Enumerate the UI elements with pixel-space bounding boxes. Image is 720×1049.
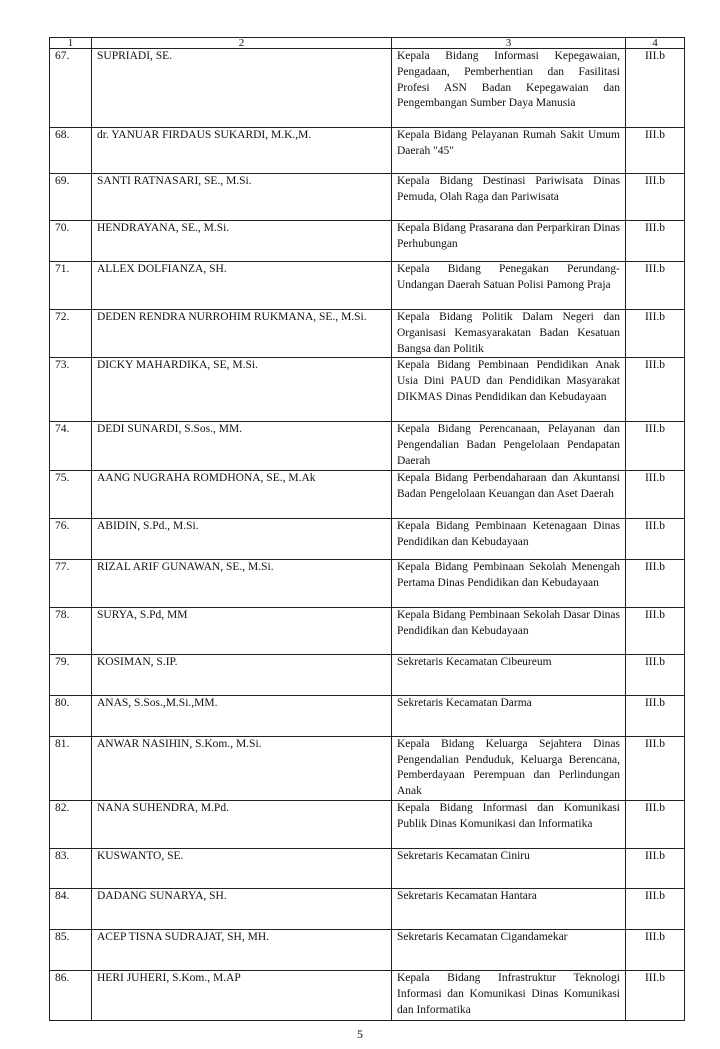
page-number: 5 bbox=[357, 1027, 363, 1041]
row-number: 70. bbox=[50, 221, 92, 262]
table-body bbox=[50, 49, 685, 1021]
employee-name: RIZAL ARIF GUNAWAN, SE., M.Si. bbox=[92, 559, 392, 607]
table-row bbox=[50, 518, 685, 559]
employee-name: SANTI RATNASARI, SE., M.Si. bbox=[92, 174, 392, 221]
position-title: Kepala Bidang Keluarga Sejahtera Dinas Pengendalian Penduduk, Keluarga Berencana, Pemberdayaan Perempuan dan Perlindungan Anak bbox=[392, 736, 626, 800]
grade: III.b bbox=[626, 358, 685, 422]
header-row bbox=[50, 38, 685, 49]
table-row bbox=[50, 607, 685, 654]
employee-name: KOSIMAN, S.IP. bbox=[92, 654, 392, 695]
grade: III.b bbox=[626, 221, 685, 262]
position-title: Kepala Bidang Pembinaan Sekolah Menengah Pertama Dinas Pendidikan dan Kebudayaan bbox=[392, 559, 626, 607]
employee-name: SUPRIADI, SE. bbox=[92, 49, 392, 128]
position-title: Kepala Bidang Pembinaan Sekolah Dasar Dinas Pendidikan dan Kebudayaan bbox=[392, 607, 626, 654]
row-number: 85. bbox=[50, 929, 92, 970]
column-header-1: 1 bbox=[50, 38, 92, 49]
employee-name: NANA SUHENDRA, M.Pd. bbox=[92, 800, 392, 848]
employee-name: SURYA, S.Pd, MM bbox=[92, 607, 392, 654]
employee-name: ANAS, S.Sos.,M.Si.,MM. bbox=[92, 695, 392, 736]
employee-name: ACEP TISNA SUDRAJAT, SH, MH. bbox=[92, 929, 392, 970]
row-number: 78. bbox=[50, 607, 92, 654]
position-title: Kepala Bidang Pembinaan Ketenagaan Dinas Pendidikan dan Kebudayaan bbox=[392, 518, 626, 559]
grade: III.b bbox=[626, 654, 685, 695]
grade: III.b bbox=[626, 49, 685, 128]
position-title: Sekretaris Kecamatan Cigandamekar bbox=[392, 929, 626, 970]
row-number: 79. bbox=[50, 654, 92, 695]
row-number: 82. bbox=[50, 800, 92, 848]
table-row bbox=[50, 358, 685, 422]
grade: III.b bbox=[626, 888, 685, 929]
column-header-3: 3 bbox=[392, 38, 626, 49]
employee-name: DEDEN RENDRA NURROHIM RUKMANA, SE., M.Si. bbox=[92, 310, 392, 358]
table-row bbox=[50, 310, 685, 358]
table-row bbox=[50, 929, 685, 970]
table-row bbox=[50, 422, 685, 470]
employee-name: DADANG SUNARYA, SH. bbox=[92, 888, 392, 929]
table-row bbox=[50, 695, 685, 736]
column-header-2: 2 bbox=[92, 38, 392, 49]
row-number: 84. bbox=[50, 888, 92, 929]
row-number: 67. bbox=[50, 49, 92, 128]
grade: III.b bbox=[626, 800, 685, 848]
grade: III.b bbox=[626, 174, 685, 221]
employee-name: ABIDIN, S.Pd., M.Si. bbox=[92, 518, 392, 559]
table-row bbox=[50, 128, 685, 174]
employee-name: dr. YANUAR FIRDAUS SUKARDI, M.K.,M. bbox=[92, 128, 392, 174]
grade: III.b bbox=[626, 607, 685, 654]
employee-name: KUSWANTO, SE. bbox=[92, 848, 392, 888]
table-row bbox=[50, 174, 685, 221]
position-title: Kepala Bidang Pelayanan Rumah Sakit Umum Daerah "45" bbox=[392, 128, 626, 174]
table-row bbox=[50, 262, 685, 310]
row-number: 71. bbox=[50, 262, 92, 310]
grade: III.b bbox=[626, 695, 685, 736]
table-row bbox=[50, 848, 685, 888]
table-row bbox=[50, 470, 685, 518]
position-title: Kepala Bidang Prasarana dan Perparkiran Dinas Perhubungan bbox=[392, 221, 626, 262]
grade: III.b bbox=[626, 470, 685, 518]
row-number: 75. bbox=[50, 470, 92, 518]
position-title: Sekretaris Kecamatan Ciniru bbox=[392, 848, 626, 888]
row-number: 73. bbox=[50, 358, 92, 422]
grade: III.b bbox=[626, 929, 685, 970]
employee-name: HENDRAYANA, SE., M.Si. bbox=[92, 221, 392, 262]
row-number: 69. bbox=[50, 174, 92, 221]
table-row bbox=[50, 888, 685, 929]
row-number: 81. bbox=[50, 736, 92, 800]
position-title: Kepala Bidang Informasi dan Komunikasi Publik Dinas Komunikasi dan Informatika bbox=[392, 800, 626, 848]
position-title: Kepala Bidang Pembinaan Pendidikan Anak Usia Dini PAUD dan Pendidikan Masyarakat DIKMAS Dinas Pendidikan dan Kebudayaan bbox=[392, 358, 626, 422]
employee-name: ANWAR NASIHIN, S.Kom., M.Si. bbox=[92, 736, 392, 800]
position-title: Kepala Bidang Infrastruktur Teknologi Informasi dan Komunikasi Dinas Komunikasi dan Informatika bbox=[392, 970, 626, 1020]
grade: III.b bbox=[626, 848, 685, 888]
row-number: 80. bbox=[50, 695, 92, 736]
row-number: 83. bbox=[50, 848, 92, 888]
personnel-table bbox=[49, 37, 685, 1021]
employee-name: AANG NUGRAHA ROMDHONA, SE., M.Ak bbox=[92, 470, 392, 518]
employee-name: DICKY MAHARDIKA, SE, M.Si. bbox=[92, 358, 392, 422]
grade: III.b bbox=[626, 736, 685, 800]
row-number: 86. bbox=[50, 970, 92, 1020]
grade: III.b bbox=[626, 422, 685, 470]
grade: III.b bbox=[626, 310, 685, 358]
employee-name: ALLEX DOLFIANZA, SH. bbox=[92, 262, 392, 310]
table-row bbox=[50, 800, 685, 848]
table-row bbox=[50, 49, 685, 128]
column-header-4: 4 bbox=[626, 38, 685, 49]
position-title: Kepala Bidang Politik Dalam Negeri dan Organisasi Kemasyarakatan Badan Kesatuan Bangsa dan Politik bbox=[392, 310, 626, 358]
position-title: Kepala Bidang Destinasi Pariwisata Dinas Pemuda, Olah Raga dan Pariwisata bbox=[392, 174, 626, 221]
employee-name: HERI JUHERI, S.Kom., M.AP bbox=[92, 970, 392, 1020]
row-number: 76. bbox=[50, 518, 92, 559]
row-number: 77. bbox=[50, 559, 92, 607]
position-title: Kepala Bidang Informasi Kepegawaian, Pengadaan, Pemberhentian dan Fasilitasi Profesi ASN Badan Kepegawaian dan Pengembangan Sumber Daya Manusia bbox=[392, 49, 626, 128]
position-title: Sekretaris Kecamatan Darma bbox=[392, 695, 626, 736]
table-row bbox=[50, 736, 685, 800]
row-number: 72. bbox=[50, 310, 92, 358]
position-title: Sekretaris Kecamatan Hantara bbox=[392, 888, 626, 929]
table-row bbox=[50, 559, 685, 607]
grade: III.b bbox=[626, 559, 685, 607]
grade: III.b bbox=[626, 970, 685, 1020]
position-title: Sekretaris Kecamatan Cibeureum bbox=[392, 654, 626, 695]
grade: III.b bbox=[626, 262, 685, 310]
table-row bbox=[50, 654, 685, 695]
position-title: Kepala Bidang Perbendaharaan dan Akuntansi Badan Pengelolaan Keuangan dan Aset Daerah bbox=[392, 470, 626, 518]
grade: III.b bbox=[626, 518, 685, 559]
table-row bbox=[50, 970, 685, 1020]
grade: III.b bbox=[626, 128, 685, 174]
row-number: 68. bbox=[50, 128, 92, 174]
row-number: 74. bbox=[50, 422, 92, 470]
employee-name: DEDI SUNARDI, S.Sos., MM. bbox=[92, 422, 392, 470]
position-title: Kepala Bidang Penegakan Perundang-Undangan Daerah Satuan Polisi Pamong Praja bbox=[392, 262, 626, 310]
position-title: Kepala Bidang Perencanaan, Pelayanan dan Pengendalian Badan Pengelolaan Pendapatan Daerah bbox=[392, 422, 626, 470]
table-row bbox=[50, 221, 685, 262]
